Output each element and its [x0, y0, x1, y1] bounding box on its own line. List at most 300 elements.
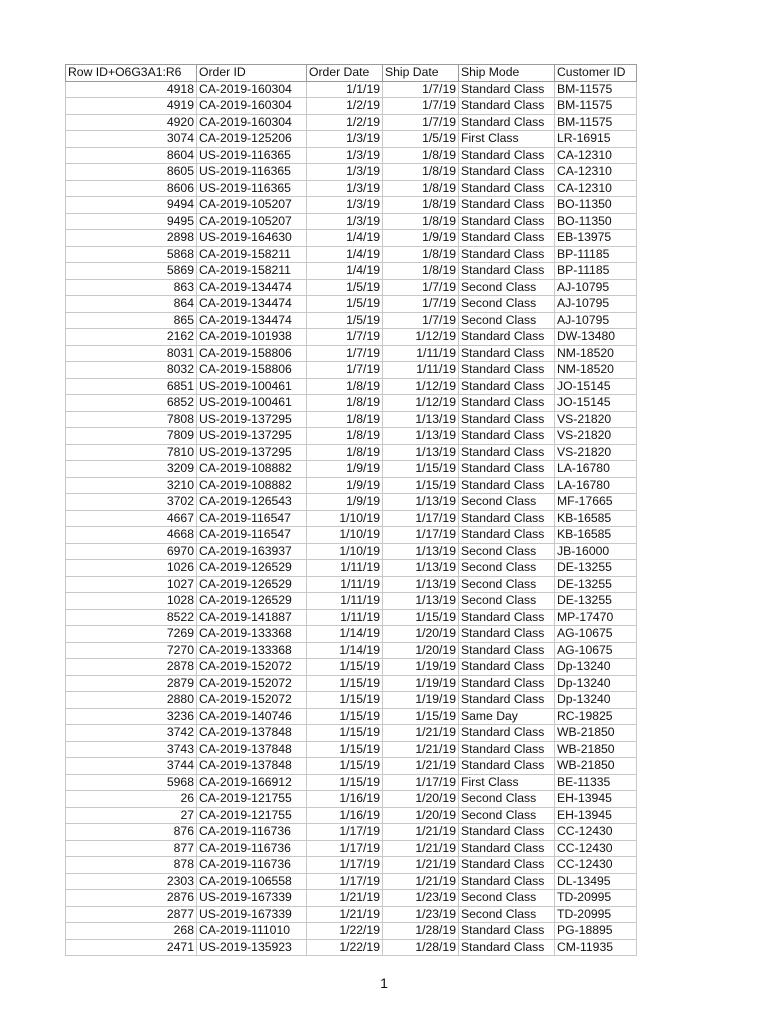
cell-ship-mode: Standard Class	[459, 675, 555, 692]
cell-ship-date: 1/13/19	[383, 560, 459, 577]
cell-order-date: 1/14/19	[307, 642, 383, 659]
cell-ship-mode: Standard Class	[459, 411, 555, 428]
cell-row-id: 2880	[66, 692, 197, 709]
cell-ship-mode: Standard Class	[459, 725, 555, 742]
cell-ship-mode: Standard Class	[459, 98, 555, 115]
table-row	[66, 395, 637, 412]
cell-row-id: 6851	[66, 378, 197, 395]
cell-row-id: 877	[66, 840, 197, 857]
cell-ship-date: 1/7/19	[383, 296, 459, 313]
cell-row-id: 8522	[66, 609, 197, 626]
cell-ship-mode: Standard Class	[459, 428, 555, 445]
cell-order-id: CA-2019-106558	[197, 873, 307, 890]
cell-order-id: US-2019-167339	[197, 906, 307, 923]
cell-ship-date: 1/11/19	[383, 362, 459, 379]
cell-ship-mode: Standard Class	[459, 213, 555, 230]
cell-customer-id: BE-11335	[555, 774, 637, 791]
cell-row-id: 6970	[66, 543, 197, 560]
cell-order-date: 1/11/19	[307, 560, 383, 577]
cell-ship-mode: Second Class	[459, 296, 555, 313]
cell-ship-mode: Standard Class	[459, 527, 555, 544]
cell-ship-mode: Second Class	[459, 807, 555, 824]
cell-ship-mode: Second Class	[459, 890, 555, 907]
cell-order-id: CA-2019-126529	[197, 576, 307, 593]
cell-ship-date: 1/13/19	[383, 593, 459, 610]
cell-ship-date: 1/17/19	[383, 774, 459, 791]
cell-row-id: 863	[66, 279, 197, 296]
table-row	[66, 824, 637, 841]
cell-row-id: 2876	[66, 890, 197, 907]
cell-order-date: 1/4/19	[307, 230, 383, 247]
cell-order-date: 1/15/19	[307, 692, 383, 709]
cell-ship-mode: Standard Class	[459, 824, 555, 841]
cell-customer-id: RC-19825	[555, 708, 637, 725]
cell-order-date: 1/10/19	[307, 510, 383, 527]
cell-ship-date: 1/21/19	[383, 725, 459, 742]
cell-order-id: CA-2019-158211	[197, 246, 307, 263]
cell-row-id: 2162	[66, 329, 197, 346]
cell-ship-date: 1/8/19	[383, 246, 459, 263]
cell-ship-date: 1/28/19	[383, 923, 459, 940]
table-row	[66, 312, 637, 329]
cell-order-id: CA-2019-166912	[197, 774, 307, 791]
cell-order-id: CA-2019-158806	[197, 345, 307, 362]
table-row	[66, 477, 637, 494]
table-body	[66, 81, 637, 956]
cell-ship-date: 1/12/19	[383, 378, 459, 395]
cell-ship-date: 1/11/19	[383, 345, 459, 362]
cell-order-id: CA-2019-160304	[197, 98, 307, 115]
table-row	[66, 758, 637, 775]
cell-customer-id: MF-17665	[555, 494, 637, 511]
cell-order-id: CA-2019-137848	[197, 741, 307, 758]
cell-customer-id: NM-18520	[555, 362, 637, 379]
cell-ship-date: 1/20/19	[383, 791, 459, 808]
cell-row-id: 4667	[66, 510, 197, 527]
cell-customer-id: BP-11185	[555, 246, 637, 263]
cell-order-id: CA-2019-105207	[197, 197, 307, 214]
cell-order-date: 1/8/19	[307, 444, 383, 461]
table-row	[66, 246, 637, 263]
table-row	[66, 923, 637, 940]
cell-order-date: 1/3/19	[307, 213, 383, 230]
cell-order-date: 1/9/19	[307, 477, 383, 494]
cell-order-date: 1/11/19	[307, 593, 383, 610]
cell-row-id: 7269	[66, 626, 197, 643]
cell-order-id: US-2019-137295	[197, 444, 307, 461]
cell-order-id: CA-2019-116736	[197, 840, 307, 857]
cell-row-id: 4920	[66, 114, 197, 131]
cell-order-date: 1/10/19	[307, 543, 383, 560]
cell-ship-date: 1/13/19	[383, 494, 459, 511]
table-row	[66, 791, 637, 808]
cell-customer-id: CC-12430	[555, 840, 637, 857]
cell-row-id: 9495	[66, 213, 197, 230]
cell-customer-id: BM-11575	[555, 81, 637, 98]
cell-ship-date: 1/13/19	[383, 576, 459, 593]
header-order-date: Order Date	[307, 65, 383, 82]
cell-order-id: CA-2019-101938	[197, 329, 307, 346]
cell-ship-date: 1/15/19	[383, 609, 459, 626]
cell-row-id: 3742	[66, 725, 197, 742]
cell-ship-mode: Standard Class	[459, 477, 555, 494]
table-row	[66, 180, 637, 197]
table-row	[66, 840, 637, 857]
cell-order-date: 1/16/19	[307, 791, 383, 808]
cell-row-id: 2878	[66, 659, 197, 676]
cell-order-id: CA-2019-125206	[197, 131, 307, 148]
cell-order-date: 1/7/19	[307, 329, 383, 346]
cell-ship-date: 1/17/19	[383, 527, 459, 544]
cell-customer-id: VS-21820	[555, 411, 637, 428]
table-row	[66, 593, 637, 610]
cell-customer-id: NM-18520	[555, 345, 637, 362]
cell-row-id: 5868	[66, 246, 197, 263]
cell-order-id: CA-2019-158211	[197, 263, 307, 280]
cell-ship-mode: Standard Class	[459, 395, 555, 412]
header-order-id: Order ID	[197, 65, 307, 82]
table-row	[66, 708, 637, 725]
cell-order-id: CA-2019-121755	[197, 807, 307, 824]
table-row	[66, 230, 637, 247]
cell-order-id: CA-2019-134474	[197, 279, 307, 296]
cell-ship-date: 1/7/19	[383, 98, 459, 115]
cell-ship-mode: Standard Class	[459, 197, 555, 214]
cell-order-date: 1/17/19	[307, 840, 383, 857]
cell-row-id: 2879	[66, 675, 197, 692]
cell-ship-mode: Standard Class	[459, 461, 555, 478]
cell-ship-mode: Standard Class	[459, 246, 555, 263]
cell-order-date: 1/10/19	[307, 527, 383, 544]
cell-order-date: 1/11/19	[307, 576, 383, 593]
cell-customer-id: VS-21820	[555, 444, 637, 461]
table-row	[66, 345, 637, 362]
cell-order-id: CA-2019-152072	[197, 692, 307, 709]
cell-order-date: 1/2/19	[307, 98, 383, 115]
table-row	[66, 444, 637, 461]
cell-customer-id: EH-13945	[555, 807, 637, 824]
cell-order-date: 1/3/19	[307, 164, 383, 181]
cell-row-id: 7810	[66, 444, 197, 461]
cell-order-id: CA-2019-134474	[197, 296, 307, 313]
table-row	[66, 692, 637, 709]
cell-customer-id: Dp-13240	[555, 659, 637, 676]
cell-ship-date: 1/21/19	[383, 824, 459, 841]
table-row	[66, 560, 637, 577]
cell-ship-mode: Standard Class	[459, 609, 555, 626]
cell-ship-mode: Standard Class	[459, 263, 555, 280]
cell-ship-date: 1/17/19	[383, 510, 459, 527]
cell-order-id: CA-2019-134474	[197, 312, 307, 329]
cell-order-date: 1/5/19	[307, 312, 383, 329]
cell-order-date: 1/21/19	[307, 906, 383, 923]
cell-ship-mode: Standard Class	[459, 659, 555, 676]
cell-order-id: CA-2019-126543	[197, 494, 307, 511]
cell-ship-mode: Standard Class	[459, 345, 555, 362]
cell-ship-mode: Standard Class	[459, 692, 555, 709]
orders-table	[65, 64, 637, 956]
cell-order-date: 1/7/19	[307, 345, 383, 362]
cell-customer-id: TD-20995	[555, 906, 637, 923]
cell-ship-mode: Standard Class	[459, 758, 555, 775]
cell-ship-date: 1/7/19	[383, 279, 459, 296]
cell-ship-date: 1/19/19	[383, 659, 459, 676]
cell-customer-id: AJ-10795	[555, 279, 637, 296]
cell-order-date: 1/3/19	[307, 180, 383, 197]
cell-customer-id: LA-16780	[555, 477, 637, 494]
cell-row-id: 27	[66, 807, 197, 824]
cell-order-id: US-2019-116365	[197, 164, 307, 181]
cell-order-id: CA-2019-163937	[197, 543, 307, 560]
cell-customer-id: CA-12310	[555, 164, 637, 181]
cell-order-id: CA-2019-126529	[197, 593, 307, 610]
cell-customer-id: LR-16915	[555, 131, 637, 148]
cell-customer-id: JB-16000	[555, 543, 637, 560]
table-row	[66, 494, 637, 511]
cell-order-id: US-2019-100461	[197, 395, 307, 412]
table-row	[66, 659, 637, 676]
cell-row-id: 26	[66, 791, 197, 808]
table-row	[66, 873, 637, 890]
cell-customer-id: AJ-10795	[555, 296, 637, 313]
cell-row-id: 3210	[66, 477, 197, 494]
cell-ship-mode: Second Class	[459, 906, 555, 923]
cell-customer-id: WB-21850	[555, 758, 637, 775]
cell-order-date: 1/3/19	[307, 147, 383, 164]
cell-row-id: 3743	[66, 741, 197, 758]
cell-order-date: 1/5/19	[307, 279, 383, 296]
cell-customer-id: DE-13255	[555, 576, 637, 593]
cell-order-date: 1/4/19	[307, 246, 383, 263]
cell-customer-id: CC-12430	[555, 824, 637, 841]
cell-customer-id: EH-13945	[555, 791, 637, 808]
cell-ship-mode: First Class	[459, 774, 555, 791]
cell-row-id: 878	[66, 857, 197, 874]
cell-customer-id: DW-13480	[555, 329, 637, 346]
cell-row-id: 7809	[66, 428, 197, 445]
table-row	[66, 378, 637, 395]
cell-row-id: 268	[66, 923, 197, 940]
cell-ship-mode: Standard Class	[459, 180, 555, 197]
cell-customer-id: WB-21850	[555, 741, 637, 758]
cell-row-id: 4919	[66, 98, 197, 115]
cell-order-date: 1/11/19	[307, 609, 383, 626]
cell-order-date: 1/22/19	[307, 939, 383, 956]
cell-order-date: 1/15/19	[307, 659, 383, 676]
cell-ship-mode: Second Class	[459, 312, 555, 329]
cell-ship-date: 1/5/19	[383, 131, 459, 148]
cell-ship-date: 1/12/19	[383, 395, 459, 412]
page-number: 1	[380, 975, 388, 991]
cell-order-id: US-2019-137295	[197, 411, 307, 428]
cell-ship-mode: Second Class	[459, 593, 555, 610]
cell-row-id: 3744	[66, 758, 197, 775]
table-row	[66, 263, 637, 280]
table-row	[66, 510, 637, 527]
cell-ship-mode: First Class	[459, 131, 555, 148]
cell-ship-date: 1/7/19	[383, 114, 459, 131]
cell-row-id: 1028	[66, 593, 197, 610]
cell-order-date: 1/1/19	[307, 81, 383, 98]
cell-order-id: US-2019-116365	[197, 180, 307, 197]
cell-ship-mode: Standard Class	[459, 626, 555, 643]
cell-ship-mode: Second Class	[459, 791, 555, 808]
cell-ship-date: 1/19/19	[383, 675, 459, 692]
cell-ship-mode: Standard Class	[459, 873, 555, 890]
cell-row-id: 7270	[66, 642, 197, 659]
cell-order-date: 1/17/19	[307, 857, 383, 874]
table-row	[66, 81, 637, 98]
cell-customer-id: LA-16780	[555, 461, 637, 478]
table-row	[66, 164, 637, 181]
cell-ship-date: 1/20/19	[383, 807, 459, 824]
cell-row-id: 2303	[66, 873, 197, 890]
cell-order-date: 1/8/19	[307, 378, 383, 395]
cell-ship-date: 1/13/19	[383, 444, 459, 461]
cell-ship-mode: Second Class	[459, 560, 555, 577]
cell-row-id: 2898	[66, 230, 197, 247]
cell-row-id: 3209	[66, 461, 197, 478]
table-row	[66, 741, 637, 758]
table-row	[66, 98, 637, 115]
cell-customer-id: CA-12310	[555, 147, 637, 164]
cell-order-id: US-2019-116365	[197, 147, 307, 164]
cell-order-date: 1/21/19	[307, 890, 383, 907]
cell-order-date: 1/17/19	[307, 824, 383, 841]
table-row	[66, 543, 637, 560]
cell-ship-mode: Standard Class	[459, 378, 555, 395]
cell-order-id: CA-2019-111010	[197, 923, 307, 940]
cell-order-id: CA-2019-160304	[197, 114, 307, 131]
cell-ship-mode: Standard Class	[459, 444, 555, 461]
cell-order-id: CA-2019-126529	[197, 560, 307, 577]
cell-order-id: CA-2019-116547	[197, 527, 307, 544]
cell-order-date: 1/9/19	[307, 494, 383, 511]
cell-order-date: 1/15/19	[307, 774, 383, 791]
cell-ship-mode: Second Class	[459, 543, 555, 560]
cell-order-date: 1/9/19	[307, 461, 383, 478]
cell-ship-date: 1/8/19	[383, 213, 459, 230]
cell-customer-id: JO-15145	[555, 395, 637, 412]
cell-order-id: CA-2019-140746	[197, 708, 307, 725]
cell-customer-id: Dp-13240	[555, 675, 637, 692]
cell-order-id: US-2019-100461	[197, 378, 307, 395]
cell-order-date: 1/5/19	[307, 296, 383, 313]
cell-ship-mode: Same Day	[459, 708, 555, 725]
cell-ship-mode: Standard Class	[459, 147, 555, 164]
cell-order-date: 1/17/19	[307, 873, 383, 890]
cell-order-id: CA-2019-105207	[197, 213, 307, 230]
cell-ship-mode: Standard Class	[459, 230, 555, 247]
cell-order-date: 1/4/19	[307, 263, 383, 280]
cell-order-id: CA-2019-121755	[197, 791, 307, 808]
cell-ship-date: 1/15/19	[383, 708, 459, 725]
cell-row-id: 7808	[66, 411, 197, 428]
cell-row-id: 6852	[66, 395, 197, 412]
cell-customer-id: CC-12430	[555, 857, 637, 874]
cell-row-id: 5869	[66, 263, 197, 280]
cell-order-date: 1/15/19	[307, 675, 383, 692]
cell-row-id: 5968	[66, 774, 197, 791]
cell-ship-date: 1/13/19	[383, 411, 459, 428]
cell-ship-date: 1/7/19	[383, 312, 459, 329]
cell-ship-mode: Second Class	[459, 279, 555, 296]
cell-order-id: CA-2019-141887	[197, 609, 307, 626]
cell-ship-date: 1/13/19	[383, 543, 459, 560]
table-row	[66, 147, 637, 164]
cell-row-id: 4668	[66, 527, 197, 544]
header-row-id: Row ID+O6G3A1:R6	[66, 65, 197, 82]
cell-customer-id: BM-11575	[555, 114, 637, 131]
cell-ship-mode: Standard Class	[459, 939, 555, 956]
cell-customer-id: DL-13495	[555, 873, 637, 890]
cell-order-id: CA-2019-137848	[197, 758, 307, 775]
cell-customer-id: TD-20995	[555, 890, 637, 907]
cell-order-date: 1/15/19	[307, 741, 383, 758]
cell-customer-id: DE-13255	[555, 593, 637, 610]
cell-customer-id: BO-11350	[555, 197, 637, 214]
cell-customer-id: EB-13975	[555, 230, 637, 247]
table-row	[66, 807, 637, 824]
cell-row-id: 864	[66, 296, 197, 313]
cell-row-id: 8031	[66, 345, 197, 362]
cell-customer-id: PG-18895	[555, 923, 637, 940]
header-ship-mode: Ship Mode	[459, 65, 555, 82]
cell-ship-date: 1/13/19	[383, 428, 459, 445]
cell-ship-mode: Second Class	[459, 576, 555, 593]
cell-order-id: CA-2019-152072	[197, 659, 307, 676]
cell-order-id: CA-2019-108882	[197, 477, 307, 494]
cell-row-id: 2877	[66, 906, 197, 923]
cell-customer-id: WB-21850	[555, 725, 637, 742]
cell-customer-id: MP-17470	[555, 609, 637, 626]
table-row	[66, 296, 637, 313]
cell-ship-date: 1/8/19	[383, 197, 459, 214]
cell-ship-date: 1/21/19	[383, 840, 459, 857]
cell-order-date: 1/16/19	[307, 807, 383, 824]
cell-order-date: 1/8/19	[307, 411, 383, 428]
cell-ship-date: 1/23/19	[383, 906, 459, 923]
cell-order-date: 1/15/19	[307, 708, 383, 725]
table-row	[66, 890, 637, 907]
cell-order-date: 1/8/19	[307, 428, 383, 445]
cell-ship-mode: Standard Class	[459, 362, 555, 379]
cell-ship-date: 1/8/19	[383, 147, 459, 164]
cell-ship-mode: Standard Class	[459, 81, 555, 98]
table-row	[66, 626, 637, 643]
table-row	[66, 576, 637, 593]
cell-customer-id: Dp-13240	[555, 692, 637, 709]
cell-order-id: CA-2019-133368	[197, 642, 307, 659]
table-row	[66, 939, 637, 956]
table-row	[66, 197, 637, 214]
cell-ship-date: 1/8/19	[383, 263, 459, 280]
table-row	[66, 213, 637, 230]
header-customer-id: Customer ID	[555, 65, 637, 82]
cell-customer-id: AJ-10795	[555, 312, 637, 329]
cell-ship-date: 1/15/19	[383, 461, 459, 478]
table-row	[66, 279, 637, 296]
cell-row-id: 865	[66, 312, 197, 329]
cell-customer-id: DE-13255	[555, 560, 637, 577]
cell-order-id: CA-2019-116736	[197, 857, 307, 874]
cell-customer-id: JO-15145	[555, 378, 637, 395]
cell-ship-mode: Standard Class	[459, 329, 555, 346]
table-row	[66, 411, 637, 428]
cell-ship-mode: Standard Class	[459, 923, 555, 940]
cell-customer-id: KB-16585	[555, 527, 637, 544]
cell-row-id: 3236	[66, 708, 197, 725]
